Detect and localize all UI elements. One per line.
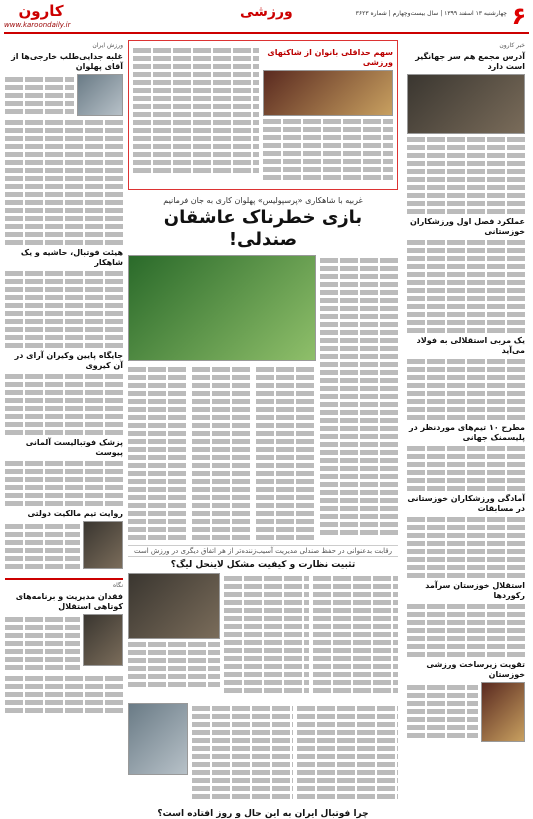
article-text xyxy=(5,271,123,348)
article-text xyxy=(407,240,525,333)
article-text xyxy=(407,517,525,578)
left-column xyxy=(5,40,123,772)
article-text xyxy=(407,446,525,491)
column-label: خبر کارون xyxy=(499,42,525,49)
article-text xyxy=(224,573,309,699)
article-headline: غلبه جدایی‌طلب خارجی‌ها از آقای پهلوان xyxy=(11,52,123,71)
article-photo xyxy=(407,74,525,134)
site-url: www.karoondaily.ir xyxy=(4,21,71,29)
article-text xyxy=(5,74,74,117)
section-title: ورزشی xyxy=(240,4,293,20)
bottom-title: چرا فوتبال ایران به این حال و روز افتاده است؟ xyxy=(157,809,369,819)
article-block xyxy=(407,682,525,742)
featured-box-right xyxy=(263,45,393,185)
featured-box xyxy=(128,40,398,190)
portrait-photo xyxy=(128,703,188,775)
article-text xyxy=(5,120,123,245)
article-block xyxy=(5,614,123,673)
article-columns xyxy=(128,364,316,543)
article-text xyxy=(192,703,293,809)
article-block xyxy=(5,521,123,572)
sub-article xyxy=(128,573,398,699)
article-text xyxy=(407,604,525,657)
article-text xyxy=(407,359,525,420)
article-headline: پزشک فوتبالیست آلمانی پیوست xyxy=(25,438,123,457)
main-title: بازی خطرناک عاشقان صندلی! xyxy=(163,207,363,250)
article-photo xyxy=(128,573,220,639)
sub-title: تثبیت نظارت و کیفیت مشکل لاینحل لیگ؟ xyxy=(170,560,356,570)
column-label: نگاه xyxy=(113,582,123,589)
article-headline: استقلال خوزستان سرآمد رکوردها xyxy=(425,581,525,600)
article-block xyxy=(5,74,123,117)
newspaper-logo: کارون xyxy=(18,2,64,20)
bottom-article xyxy=(128,703,398,809)
featured-photo xyxy=(263,70,393,116)
featured-text xyxy=(263,119,393,180)
football-match-photo xyxy=(128,255,316,361)
article-text xyxy=(5,461,123,506)
article-headline: روایت تیم مالکیت دولتی xyxy=(27,509,123,518)
article-headline: آمادگی ورزشکاران خوزستانی در مسابقات xyxy=(407,494,525,513)
column-divider xyxy=(5,578,123,580)
featured-headline: سهم حداقلی بانوان از شاکتهای ورزشی xyxy=(267,48,393,67)
article-photo xyxy=(481,682,525,742)
article-text xyxy=(192,364,252,543)
column-label: ورزش ایران xyxy=(92,42,123,49)
article-headline: یک مربی استقلالی به فولاد می‌آید xyxy=(416,336,525,355)
page-header xyxy=(0,0,533,40)
header-divider xyxy=(4,32,529,34)
article-text xyxy=(5,614,80,673)
article-headline: مطرح ۱۰ تیم‌های موردنظر در پلیسمنک جهانی xyxy=(409,423,525,442)
article-photo xyxy=(83,521,123,569)
main-kicker: غربیه با شاهکاری «پرسپولیس» پهلوان کاری به جان فرمانیم xyxy=(163,196,363,205)
featured-text xyxy=(133,45,259,185)
article-headline: هیئت فوتبال، حاشیه و یک شاهکار xyxy=(20,248,123,267)
article-headline: فقدان مدیریت و برنامه‌های کوتاهی استقلال xyxy=(15,592,123,611)
main-article xyxy=(128,255,398,545)
main-article-media xyxy=(128,255,316,545)
article-text xyxy=(320,255,398,545)
article-text xyxy=(313,573,398,699)
article-text xyxy=(5,521,80,572)
right-column xyxy=(407,40,525,772)
center-column xyxy=(128,40,398,819)
date-line: چهارشنبه ۱۳ اسفند ۱۳۹۹ | سال بیست‌وچهارم | شماره ۳۶۲۳ xyxy=(355,10,507,17)
article-headline: تقویت زیرساخت ورزشی خوزستان xyxy=(426,660,525,679)
article-text xyxy=(128,364,188,543)
article-text xyxy=(407,137,525,214)
article-headline: آدرس مجمع هم سر جهانگیر است دارد xyxy=(415,52,525,71)
article-headline: جایگاه پایین وکیران آرای در آن کیروی xyxy=(14,351,123,370)
article-text xyxy=(5,676,123,713)
article-text xyxy=(407,682,478,742)
article-text xyxy=(256,364,316,543)
article-headline: عملکرد فصل اول ورزشکاران خوزستانی xyxy=(410,217,525,236)
page-number: ۶ xyxy=(511,2,527,30)
quote-bar: رقابت بدعنوانی در حفظ صندلی مدیریت آسیب‌زننده‌تر از هر اتفاق دیگری در ورزش است xyxy=(128,545,398,557)
article-text xyxy=(128,642,220,687)
article-photo xyxy=(77,74,123,116)
article-text xyxy=(5,374,123,435)
article-text xyxy=(297,703,398,809)
article-photo xyxy=(83,614,123,666)
sub-article-media xyxy=(128,573,220,699)
